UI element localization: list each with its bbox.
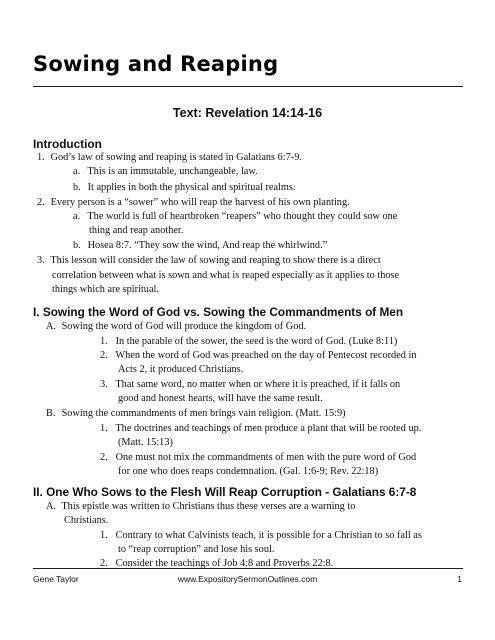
- list-item: 2. Every person is a “sower” who will reap the harvest of his own planting.: [37, 197, 350, 208]
- list-item-continuation: things which are spiritual.: [52, 284, 159, 295]
- text-reference: Text: Revelation 14:14-16: [172, 106, 323, 120]
- list-item: b. It applies in both the physical and spiritual realms.: [73, 182, 296, 193]
- list-item-continuation: good and honest hearts, will have the same result.: [118, 393, 323, 404]
- footer-website: www.ExpositorySermonOutlines.com: [177, 574, 318, 584]
- list-item-continuation: for one who does reaps condemnation. (Gal. 1:6-9; Rev. 22:18): [118, 466, 379, 477]
- title-divider: [33, 86, 463, 87]
- page-number: 1: [457, 574, 462, 584]
- list-item: 2. Consider the teachings of Job 4:8 and Proverbs 22:8.: [100, 558, 334, 569]
- list-item-continuation: correlation between what is sown and what is reaped especially as it applies to those: [52, 270, 400, 281]
- list-item: 3. That same word, no matter when or where it is preached, if it falls on: [100, 379, 401, 390]
- page-title: Sowing and Reaping: [33, 52, 279, 76]
- list-item: 1. God’s law of sowing and reaping is stated in Galatians 6:7-9.: [37, 152, 302, 163]
- footer-author: Gene Taylor: [33, 574, 79, 584]
- list-item: b. Hosea 8:7. “They sow the wind, And reap the whirlwind.”: [73, 240, 328, 251]
- list-item-continuation: Acts 2, it produced Christians.: [118, 364, 244, 375]
- list-item: 1. In the parable of the sower, the seed is the word of God. (Luke 8:11): [100, 336, 398, 347]
- section-2-heading: II. One Who Sows to the Flesh Will Reap Corruption - Galatians 6:7-8: [33, 485, 417, 499]
- footer-divider: [33, 568, 463, 569]
- list-item: B. Sowing the commandments of men brings vain religion. (Matt. 15:9): [46, 408, 346, 419]
- list-item: 1. The doctrines and teachings of men produce a plant that will be rooted up.: [100, 423, 422, 434]
- list-item: 3. This lesson will consider the law of sowing and reaping to show there is a direct: [37, 255, 381, 266]
- list-item: A. This epistle was written to Christians thus these verses are a warning to: [46, 501, 356, 512]
- list-item-continuation: to “reap corruption” and lose his soul.: [118, 544, 275, 555]
- list-item: a. The world is full of heartbroken “reapers” who thought they could sow one: [73, 211, 398, 222]
- list-item-continuation: thing and reap another.: [89, 225, 184, 236]
- list-item: A. Sowing the word of God will produce the kingdom of God.: [46, 321, 307, 332]
- list-item: 2. When the word of God was preached on the day of Pentecost recorded in: [100, 350, 417, 361]
- section-1-heading: I. Sowing the Word of God vs. Sowing the Commandments of Men: [33, 305, 404, 319]
- intro-heading: Introduction: [33, 137, 102, 151]
- list-item: a. This is an immutable, unchangeable, law.: [73, 166, 258, 177]
- list-item-continuation: (Matt. 15:13): [118, 437, 173, 448]
- list-item: 2. One must not mix the commandments of men with the pure word of God: [100, 452, 417, 463]
- list-item-continuation: Christians.: [64, 515, 109, 526]
- list-item: 1. Contrary to what Calvinists teach, it is possible for a Christian to so fall as: [100, 530, 422, 541]
